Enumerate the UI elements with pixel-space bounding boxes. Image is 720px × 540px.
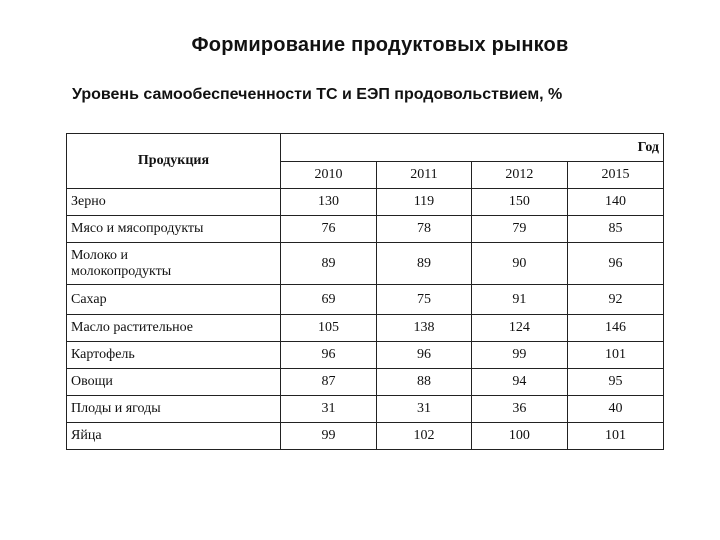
year-column-header: 2010 [281,162,377,189]
product-name: Плоды и ягоды [67,396,281,423]
value-cell: 92 [567,285,663,315]
value-cell: 99 [471,342,567,369]
product-column-header: Продукция [67,134,281,189]
value-cell: 96 [567,243,663,285]
value-cell: 119 [377,189,472,216]
table-row [67,369,664,396]
table-row [67,315,664,342]
value-cell: 95 [567,369,663,396]
table-row [67,342,664,369]
value-cell: 96 [377,342,472,369]
value-cell: 105 [281,315,377,342]
table-body [67,189,664,450]
value-cell: 31 [281,396,377,423]
table-row [67,216,664,243]
value-cell: 87 [281,369,377,396]
product-name: Картофель [67,342,281,369]
value-cell: 75 [377,285,472,315]
value-cell: 76 [281,216,377,243]
value-cell: 101 [567,423,663,450]
slide-title: Формирование продуктовых рынков [191,34,569,56]
product-name: Мясо и мясопродукты [67,216,281,243]
product-name: Масло растительное [67,315,281,342]
product-name: Зерно [67,189,281,216]
value-cell: 101 [567,342,663,369]
year-column-header: 2011 [377,162,472,189]
product-name: Овощи [67,369,281,396]
value-cell: 79 [471,216,567,243]
year-group-header: Год [281,134,664,162]
table-row [67,396,664,423]
value-cell: 78 [377,216,472,243]
self-sufficiency-table [66,133,664,450]
table-row [67,189,664,216]
value-cell: 88 [377,369,472,396]
value-cell: 138 [377,315,472,342]
value-cell: 89 [377,243,472,285]
year-column-header: 2012 [471,162,567,189]
slide-subtitle: Уровень самообеспеченности ТС и ЕЭП продовольствием, % [72,86,563,103]
product-name: Яйца [67,423,281,450]
value-cell: 36 [471,396,567,423]
value-cell: 130 [281,189,377,216]
value-cell: 85 [567,216,663,243]
product-name: Молоко и молокопродукты [67,243,281,285]
value-cell: 100 [471,423,567,450]
value-cell: 102 [377,423,472,450]
product-name: Сахар [67,285,281,315]
value-cell: 150 [471,189,567,216]
value-cell: 124 [471,315,567,342]
table-header-row [67,134,664,162]
value-cell: 91 [471,285,567,315]
value-cell: 40 [567,396,663,423]
value-cell: 96 [281,342,377,369]
value-cell: 89 [281,243,377,285]
year-column-header: 2015 [567,162,663,189]
table-row [67,285,664,315]
table-row [67,243,664,285]
value-cell: 140 [567,189,663,216]
value-cell: 99 [281,423,377,450]
value-cell: 90 [471,243,567,285]
value-cell: 31 [377,396,472,423]
value-cell: 146 [567,315,663,342]
value-cell: 69 [281,285,377,315]
value-cell: 94 [471,369,567,396]
table-row [67,423,664,450]
